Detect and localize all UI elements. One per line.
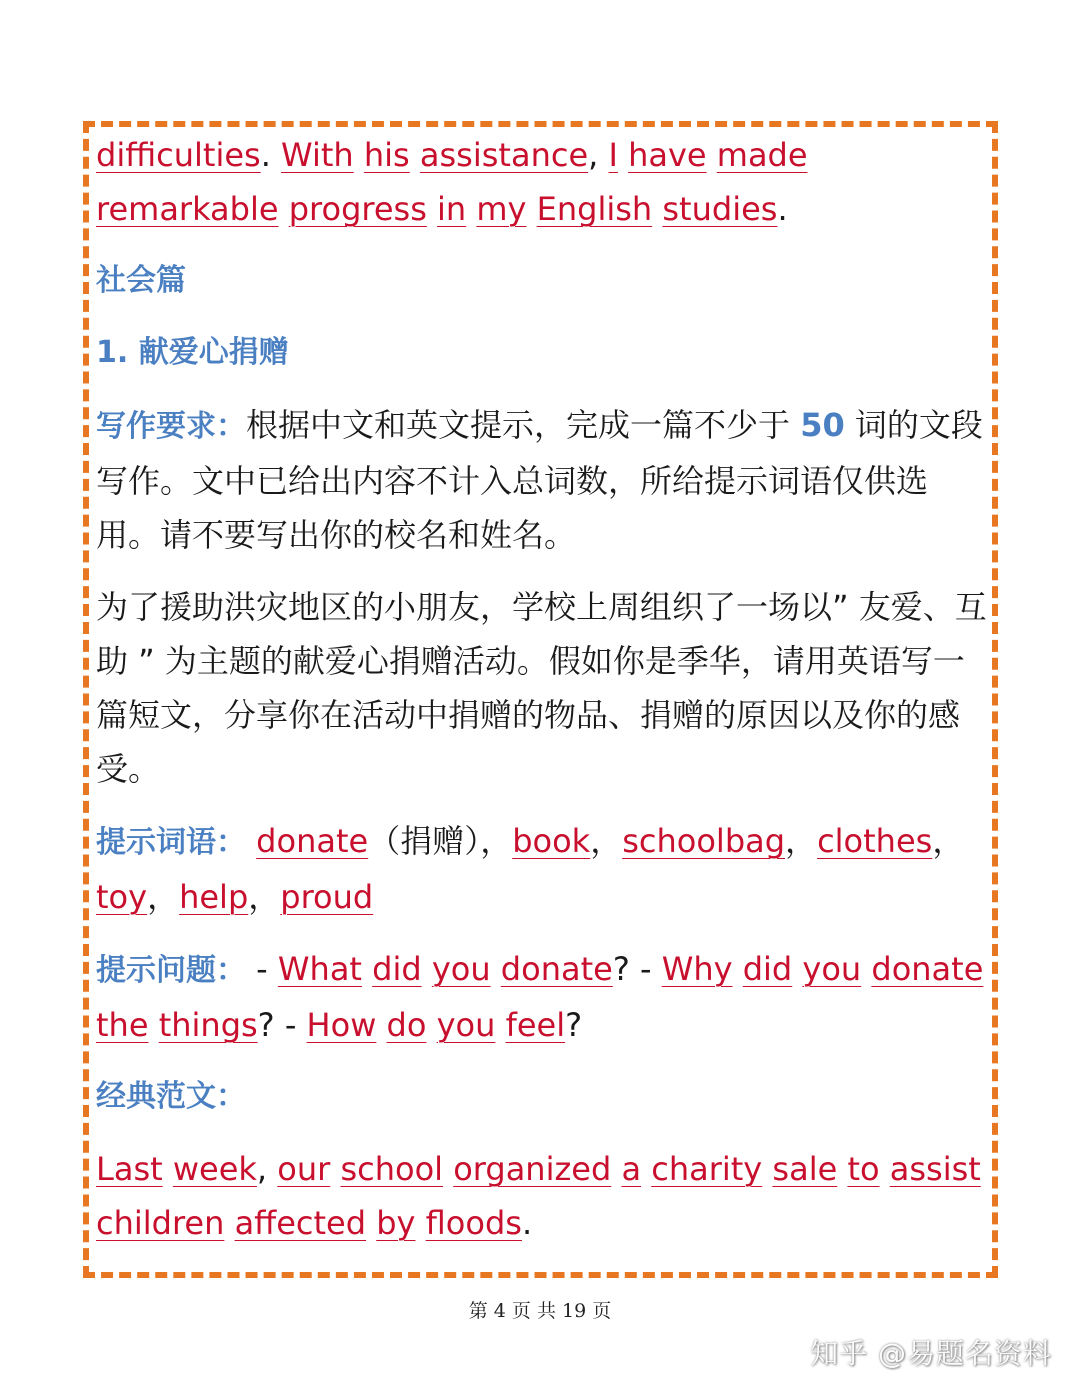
requirements-label: 写作要求： xyxy=(96,409,246,444)
punctuation xyxy=(652,190,662,228)
punctuation: , xyxy=(588,136,609,174)
worksheet-content xyxy=(96,128,991,1250)
answer-word: to xyxy=(847,1150,880,1188)
punctuation xyxy=(427,190,437,228)
punctuation: . xyxy=(260,136,282,174)
question-word: feel xyxy=(505,1006,566,1044)
punctuation: . xyxy=(521,1204,533,1242)
question-word: do xyxy=(386,1006,427,1044)
answer-word: his xyxy=(363,136,410,174)
answer-word: studies xyxy=(662,190,778,228)
answer-word: children xyxy=(96,1204,225,1242)
answer-word: English xyxy=(536,190,653,228)
question-word: donate xyxy=(500,950,613,988)
answer-word: my xyxy=(476,190,527,228)
question-word: donate xyxy=(871,950,984,988)
hint-word: schoolbag xyxy=(622,822,786,860)
answer-word: organized xyxy=(453,1150,612,1188)
answer-word: in xyxy=(437,190,467,228)
hint-word: clothes xyxy=(817,822,933,860)
space xyxy=(422,950,432,988)
punctuation xyxy=(279,190,289,228)
answer-word: week xyxy=(172,1150,257,1188)
hint-words-label: 提示词语： xyxy=(96,825,246,860)
punctuation xyxy=(837,1150,847,1188)
punctuation: , xyxy=(256,1150,278,1188)
requirements-text-a: 根据中文和英文提示，完成一篇不少于 xyxy=(246,406,801,444)
space xyxy=(495,1006,505,1044)
punctuation xyxy=(354,136,364,174)
punctuation xyxy=(330,1150,340,1188)
model-essay xyxy=(96,1142,991,1250)
answer-word: With xyxy=(281,136,354,174)
punctuation xyxy=(224,1204,234,1242)
question-word: you xyxy=(431,950,491,988)
question-word: you xyxy=(436,1006,496,1044)
punctuation: . xyxy=(777,190,788,228)
separator: ， xyxy=(932,822,965,860)
hint-words xyxy=(96,814,991,924)
word-count: 50 xyxy=(800,406,845,444)
page-number: 第 4 页 共 19 页 xyxy=(468,1300,612,1322)
punctuation xyxy=(762,1150,772,1188)
space xyxy=(376,1006,386,1044)
answer-word: assist xyxy=(889,1150,981,1188)
separator: ， xyxy=(785,822,818,860)
punctuation: ? - xyxy=(612,950,662,988)
question-word: did xyxy=(742,950,793,988)
punctuation xyxy=(466,190,476,228)
answer-word: floods xyxy=(425,1204,522,1242)
answer-word: by xyxy=(376,1204,416,1242)
answer-word: school xyxy=(340,1150,444,1188)
answer-word: progress xyxy=(288,190,427,228)
question-word: did xyxy=(372,950,422,988)
punctuation xyxy=(443,1150,453,1188)
question-word: How xyxy=(306,1006,377,1044)
space xyxy=(861,950,871,988)
space xyxy=(426,1006,436,1044)
punctuation xyxy=(618,136,628,174)
separator: ， xyxy=(147,878,180,916)
space xyxy=(362,950,372,988)
punctuation xyxy=(526,190,536,228)
answer-word: a xyxy=(621,1150,642,1188)
section-title: 社会篇 xyxy=(96,263,186,298)
hint-questions-label: 提示问题： xyxy=(96,953,246,988)
question-word: Why xyxy=(661,950,733,988)
answer-word: made xyxy=(716,136,808,174)
continued-answer-paragraph xyxy=(96,128,991,236)
punctuation xyxy=(641,1150,651,1188)
punctuation: ? - xyxy=(257,1006,307,1044)
hint-gloss: （捐赠）， xyxy=(368,822,513,860)
hint-word: donate xyxy=(256,822,369,860)
space xyxy=(149,1006,159,1044)
question-word: you xyxy=(802,950,862,988)
hint-word: proud xyxy=(280,878,374,916)
requirements-text-b: 词的文段写作。文中已给出内容不计入总词数，所给提示词语仅供选用。请不要写出你的校名和姓名。 xyxy=(96,406,983,554)
item-title: 1. 献爱心捐赠 xyxy=(96,335,289,370)
writing-requirements xyxy=(96,398,991,562)
separator: ， xyxy=(590,822,623,860)
punctuation xyxy=(366,1204,376,1242)
punctuation xyxy=(415,1204,425,1242)
model-label: 经典范文： xyxy=(96,1079,246,1114)
answer-word: difficulties xyxy=(96,136,261,174)
space xyxy=(491,950,501,988)
watermark: 知乎 @易题名资料 xyxy=(810,1337,1052,1370)
punctuation xyxy=(707,136,717,174)
hint-word: book xyxy=(512,822,591,860)
scenario-paragraph: 为了援助洪灾地区的小朋友，学校上周组织了一场以” 友爱、互助 ” 为主题的献爱心捐赠活动。假如你是季华，请用英语写一篇短文，分享你在活动中捐赠的物品、捐赠的原因以及你的感受。 xyxy=(96,588,987,788)
hint-word: toy xyxy=(96,878,148,916)
space xyxy=(733,950,743,988)
punctuation xyxy=(880,1150,890,1188)
punctuation: ? xyxy=(565,1006,583,1044)
answer-word: sale xyxy=(772,1150,838,1188)
question-word: What xyxy=(277,950,362,988)
punctuation xyxy=(611,1150,621,1188)
hint-word: help xyxy=(179,878,249,916)
answer-word: affected xyxy=(234,1204,367,1242)
punctuation xyxy=(163,1150,173,1188)
answer-word: I xyxy=(608,136,618,174)
question-word: the xyxy=(96,1006,149,1044)
answer-word: assistance xyxy=(419,136,589,174)
answer-word: our xyxy=(277,1150,331,1188)
space xyxy=(792,950,802,988)
answer-word: have xyxy=(628,136,707,174)
punctuation xyxy=(410,136,420,174)
answer-word: remarkable xyxy=(96,190,279,228)
separator: ， xyxy=(248,878,281,916)
question-word: things xyxy=(158,1006,258,1044)
answer-word: Last xyxy=(96,1150,163,1188)
answer-word: charity xyxy=(651,1150,763,1188)
punctuation: - xyxy=(246,950,278,988)
hint-questions xyxy=(96,942,991,1052)
